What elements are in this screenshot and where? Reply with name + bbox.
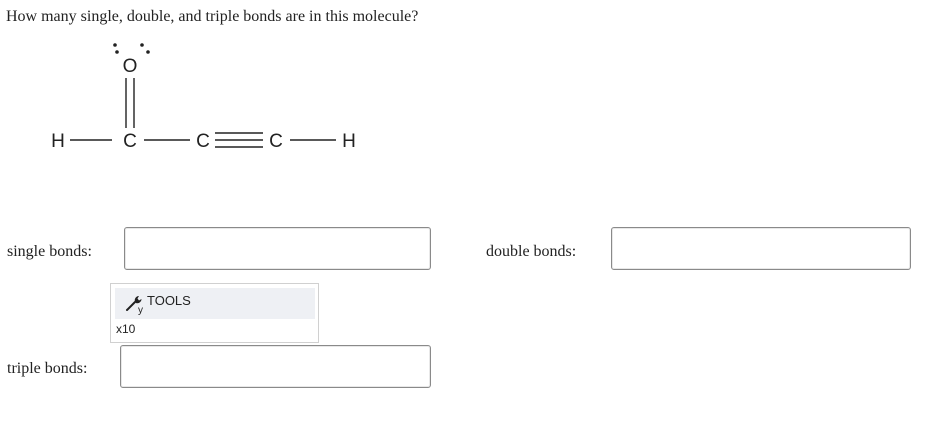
- double-bonds-input[interactable]: [611, 227, 911, 270]
- molecule-structure: [0, 0, 420, 200]
- triple-bond-c-c: [215, 133, 263, 147]
- atom-oxygen: O: [122, 56, 138, 77]
- x10-button[interactable]: x10: [116, 322, 136, 336]
- triple-bonds-label: triple bonds:: [7, 360, 88, 377]
- atom-hydrogen-left: H: [51, 131, 65, 152]
- triple-bonds-input[interactable]: [120, 345, 431, 388]
- atom-carbon-alkyne-1: C: [196, 131, 210, 152]
- tools-button[interactable]: [115, 288, 315, 319]
- single-bonds-input[interactable]: [124, 227, 431, 270]
- atom-hydrogen-right: H: [342, 131, 356, 152]
- single-bonds-label: single bonds:: [7, 243, 92, 260]
- wrench-icon: [124, 293, 146, 315]
- question-text: How many single, double, and triple bonds are in this molecule?: [6, 8, 419, 25]
- tools-label: TOOLS: [147, 293, 191, 308]
- double-bond-c-o: [126, 78, 134, 128]
- atom-carbon-carbonyl: C: [123, 131, 137, 152]
- tools-panel: [110, 283, 319, 343]
- double-bonds-label: double bonds:: [486, 243, 577, 260]
- lone-pair-dots: [113, 43, 150, 54]
- tools-subscript: y: [138, 304, 143, 315]
- atom-carbon-alkyne-2: C: [269, 131, 283, 152]
